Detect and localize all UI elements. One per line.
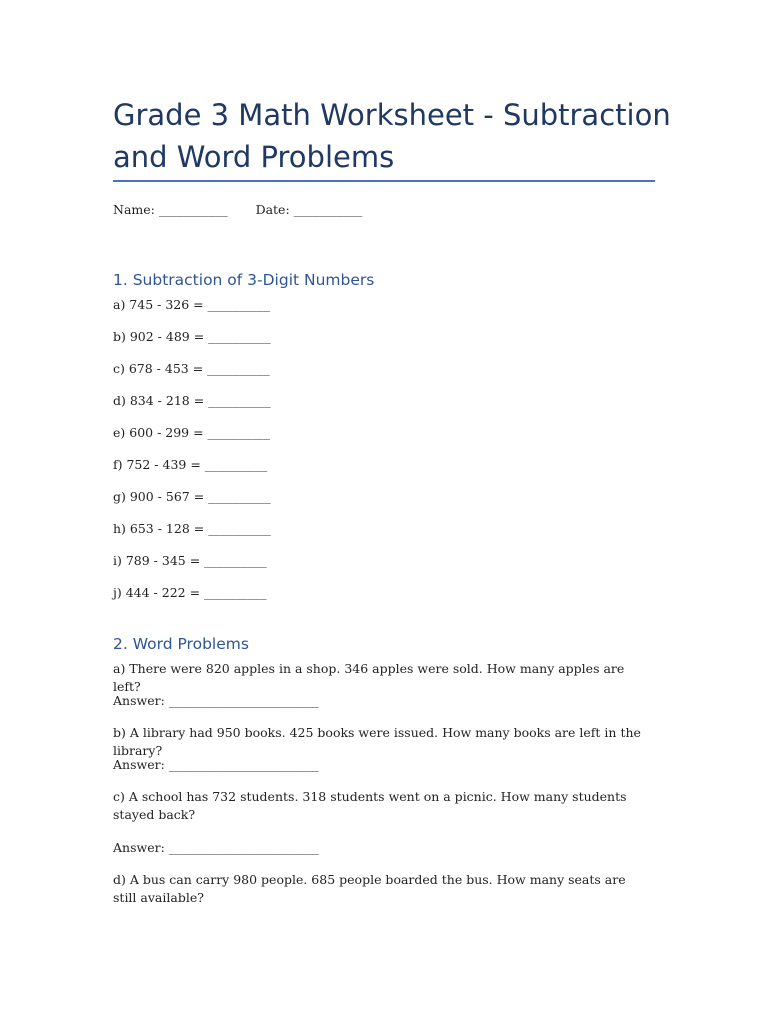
section2-heading: 2. Word Problems [113,635,249,653]
word-problem-answer: Answer: ________________________ [113,840,319,855]
title-divider [113,180,655,182]
date-field: Date: ___________ [255,202,363,217]
subtraction-problem: h) 653 - 128 = __________ [113,521,271,536]
name-date-row [113,201,362,219]
word-problem-question: c) A school has 732 students. 318 students went on a picnic. How many students stayed back? [113,789,627,822]
word-problem-question: a) There were 820 apples in a shop. 346 apples were sold. How many apples are left? [113,661,625,694]
subtraction-problem: b) 902 - 489 = __________ [113,329,271,344]
subtraction-problem: j) 444 - 222 = __________ [113,585,267,600]
word-problem-question: d) A bus can carry 980 people. 685 people boarded the bus. How many seats are still available? [113,872,626,905]
subtraction-problem: e) 600 - 299 = __________ [113,425,271,440]
subtraction-problem: d) 834 - 218 = __________ [113,393,271,408]
section1-heading: 1. Subtraction of 3-Digit Numbers [113,271,375,289]
word-problem-answer: Answer: ________________________ [113,757,319,772]
subtraction-problem: g) 900 - 567 = __________ [113,489,271,504]
page-title: Grade 3 Math Worksheet - Subtraction and Word Problems [113,98,671,174]
name-field: Name: ___________ [113,202,228,217]
subtraction-problem: i) 789 - 345 = __________ [113,553,267,568]
subtraction-problem: c) 678 - 453 = __________ [113,361,270,376]
subtraction-problem: a) 745 - 326 = __________ [113,297,271,312]
subtraction-problem: f) 752 - 439 = __________ [113,457,268,472]
word-problem-question: b) A library had 950 books. 425 books were issued. How many books are left in the library? [113,725,641,758]
word-problem-answer: Answer: ________________________ [113,693,319,708]
